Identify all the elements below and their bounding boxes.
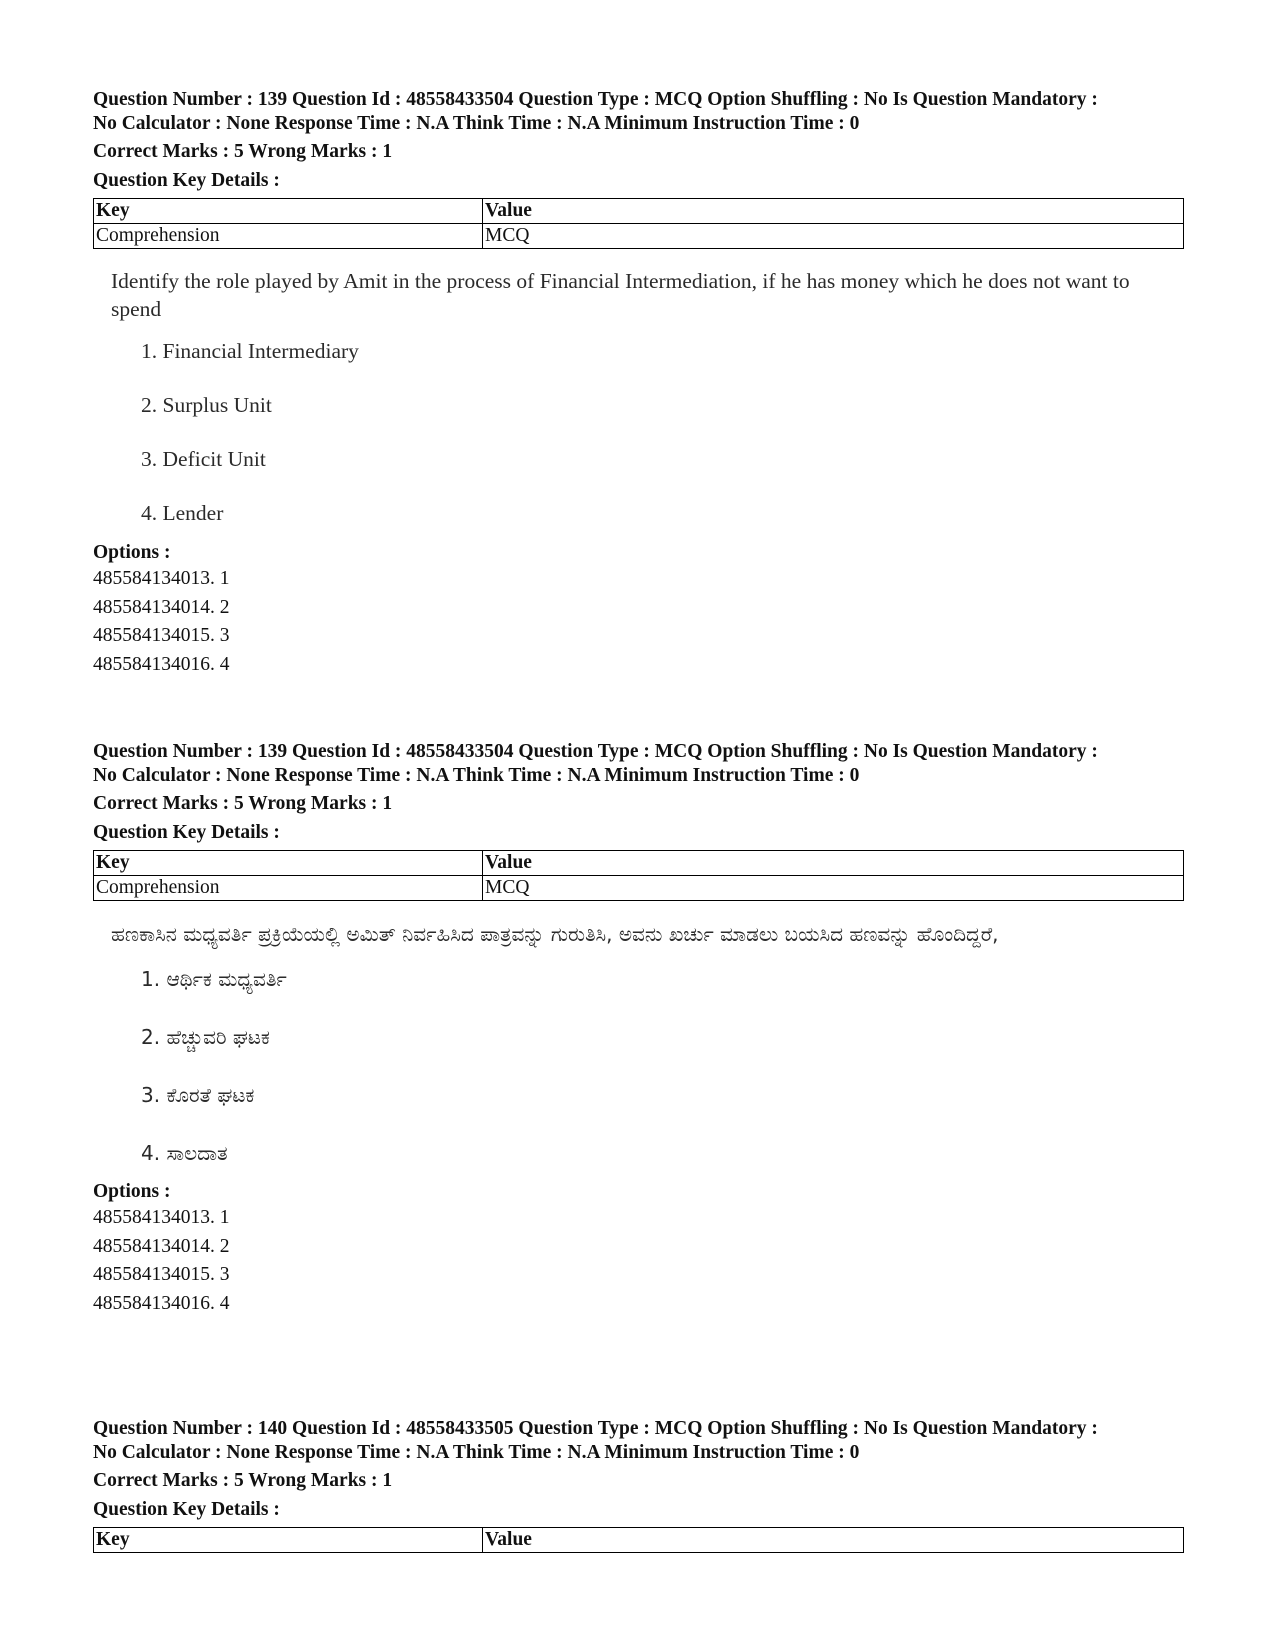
table-cell-value: MCQ: [483, 224, 1184, 249]
question-meta-line-2: No Calculator : None Response Time : N.A Think Time : N.A Minimum Instruction Time : 0: [93, 1442, 860, 1463]
choice-item: 3. ಕೊರತೆ ಘಟಕ: [141, 1083, 255, 1107]
option-item: 485584134014. 2: [93, 596, 230, 618]
option-item: 485584134013. 1: [93, 568, 230, 589]
question-block-2: [93, 740, 1183, 1318]
table-header-row: [94, 199, 1184, 224]
table-cell-key: Comprehension: [94, 224, 483, 249]
table-row: [94, 224, 1184, 249]
choice-item: 1. Financial Intermediary: [141, 339, 359, 363]
option-item: 485584134015. 3: [93, 1264, 230, 1285]
choice-item: 2. ಹೆಚ್ಚುವರಿ ಘಟಕ: [141, 1025, 270, 1049]
option-item: 485584134016. 4: [93, 1292, 230, 1314]
table-header-key: Key: [94, 851, 483, 876]
question-content: [111, 919, 1183, 1170]
option-item: 485584134013. 1: [93, 1207, 230, 1228]
option-item: 485584134016. 4: [93, 653, 230, 675]
table-header-row: [94, 1528, 1184, 1553]
key-details-heading: Question Key Details :: [93, 822, 280, 843]
question-block-3: [93, 1417, 1183, 1553]
question-meta-line-1: Question Number : 139 Question Id : 48558433504 Question Type : MCQ Option Shuffling : No Is Question Mandatory :: [93, 741, 1098, 762]
table-header-value: Value: [483, 1528, 1184, 1553]
question-meta-line-2: No Calculator : None Response Time : N.A Think Time : N.A Minimum Instruction Time : 0: [93, 113, 860, 134]
question-meta: [93, 88, 1183, 136]
options-heading: Options :: [93, 1181, 171, 1202]
choice-list: [141, 337, 1183, 531]
question-meta-line-2: No Calculator : None Response Time : N.A Think Time : N.A Minimum Instruction Time : 0: [93, 765, 860, 786]
table-cell-value: MCQ: [483, 876, 1184, 901]
option-item: 485584134015. 3: [93, 625, 230, 646]
key-details-table: [93, 850, 1184, 901]
table-header-key: Key: [94, 1528, 483, 1553]
key-details-table: [93, 198, 1184, 249]
question-stem: ಹಣಕಾಸಿನ ಮಧ್ಯವರ್ತಿ ಪ್ರಕ್ರಿಯೆಯಲ್ಲಿ ಅಮಿತ್ ನಿರ್ವಹಿಸಿದ ಪಾತ್ರವನ್ನು ಗುರುತಿಸಿ, ಅವನು ಖರ್ಚು ಮಾಡಲು ಬಯಸಿದ ಹಣವನ್ನು ಹೊಂದಿದ್ದರೆ,: [111, 922, 999, 946]
question-meta: [93, 740, 1183, 788]
marks-line: Correct Marks : 5 Wrong Marks : 1: [93, 141, 393, 162]
table-header-value: Value: [483, 851, 1184, 876]
question-meta-line-1: Question Number : 140 Question Id : 48558433505 Question Type : MCQ Option Shuffling : No Is Question Mandatory :: [93, 1418, 1098, 1439]
question-block-1: [93, 88, 1183, 679]
choice-item: 3. Deficit Unit: [141, 447, 266, 471]
marks-line: Correct Marks : 5 Wrong Marks : 1: [93, 793, 393, 814]
choice-item: 1. ಆರ್ಥಿಕ ಮಧ್ಯವರ್ತಿ: [141, 967, 287, 991]
options-heading: Options :: [93, 542, 171, 563]
table-header-key: Key: [94, 199, 483, 224]
question-meta: [93, 1417, 1183, 1465]
table-header-value: Value: [483, 199, 1184, 224]
question-content: [111, 267, 1183, 531]
key-details-heading: Question Key Details :: [93, 170, 280, 191]
marks-line: Correct Marks : 5 Wrong Marks : 1: [93, 1470, 393, 1491]
choice-list: [141, 964, 1183, 1170]
choice-item: 4. Lender: [141, 501, 224, 525]
table-cell-key: Comprehension: [94, 876, 483, 901]
option-item: 485584134014. 2: [93, 1235, 230, 1257]
choice-item: 4. ಸಾಲದಾತ: [141, 1141, 228, 1165]
key-details-table: [93, 1527, 1184, 1553]
table-row: [94, 876, 1184, 901]
key-details-heading: Question Key Details :: [93, 1499, 280, 1520]
table-header-row: [94, 851, 1184, 876]
question-stem: Identify the role played by Amit in the process of Financial Intermediation, if he has money which he does not want to spend: [111, 269, 1130, 321]
question-meta-line-1: Question Number : 139 Question Id : 48558433504 Question Type : MCQ Option Shuffling : No Is Question Mandatory :: [93, 89, 1098, 110]
choice-item: 2. Surplus Unit: [141, 393, 272, 417]
